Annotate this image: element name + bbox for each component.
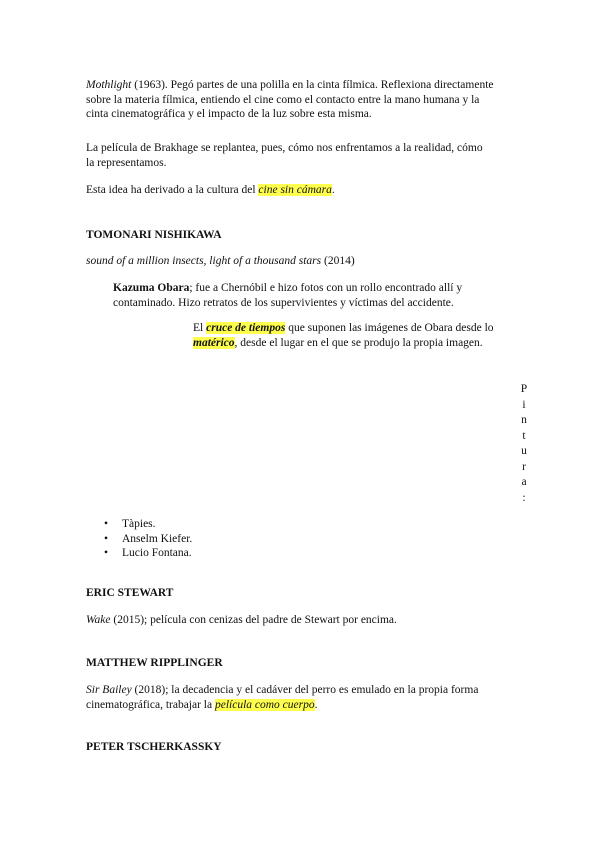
letter: r <box>522 460 526 473</box>
list-item: • Tàpies. <box>104 517 192 532</box>
text-span: (2014) <box>321 255 355 267</box>
text-span: cinematográfica, trabajar la <box>86 698 215 711</box>
paragraph-sir-bailey <box>86 683 516 712</box>
highlighted-term: cruce de tiempos <box>206 322 286 334</box>
letter: P <box>520 383 528 395</box>
paragraph-cine-sin-camara <box>86 183 516 198</box>
text-line: contaminado. Hizo retratos de los supervivientes y víctimas del accidente. <box>113 296 454 309</box>
highlighted-term: cine sin cámara <box>258 184 332 196</box>
list-item: • Anselm Kiefer. <box>104 532 192 547</box>
text-span: . <box>314 698 318 711</box>
text-span: Esta idea ha derivado a la cultura del <box>86 184 259 196</box>
section-heading-ripplinger: MATTHEW RIPPLINGER <box>86 657 223 669</box>
text-line: (1963). Pegó partes de una polilla en la cinta fílmica. Reflexiona directamente <box>131 79 494 91</box>
highlighted-term: película como cuerpo <box>214 698 315 711</box>
letter: : <box>522 491 526 504</box>
painters-list <box>104 517 192 561</box>
text-span: El <box>193 322 207 334</box>
section-heading-tscherkassky: PETER TSCHERKASSKY <box>86 741 222 753</box>
text-line: la representamos. <box>86 156 167 169</box>
text-line: La película de Brakhage se replantea, pues, cómo nos enfrentamos a la realidad, cómo <box>86 142 483 154</box>
letter: a <box>521 476 527 488</box>
paragraph-obara <box>113 281 523 310</box>
text-span: (2018); la decadencia y el cadáver del perro es emulado en la propia forma <box>131 684 479 696</box>
section-heading-stewart: ERIC STEWART <box>86 587 174 599</box>
person-name: Kazuma Obara <box>113 282 190 294</box>
text-span: , desde el lugar en el que se produjo la propia imagen. <box>234 336 483 349</box>
text-span: . <box>331 184 335 196</box>
work-title: Sir Bailey <box>86 684 132 696</box>
letter: t <box>522 429 526 442</box>
section-heading-nishikawa: TOMONARI NISHIKAWA <box>86 229 222 241</box>
highlighted-term: matérico <box>193 336 235 349</box>
vertical-text-pintura <box>518 382 530 506</box>
text-span: que suponen las imágenes de Obara desde lo <box>285 322 494 334</box>
text-line: cinta cinematográfica y el impacto de la luz sobre esta misma. <box>86 108 372 120</box>
letter: i <box>522 398 526 411</box>
work-title: Wake <box>86 614 111 626</box>
text-span: (2015); película con cenizas del padre de Stewart por encima. <box>110 614 397 626</box>
paragraph-brakhage <box>86 141 516 170</box>
text-span: ; fue a Chernóbil e hizo fotos con un rollo encontrado allí y <box>189 282 463 294</box>
paragraph-mothlight <box>86 78 516 122</box>
work-title: Mothlight <box>86 79 132 91</box>
list-item: • Lucio Fontana. <box>104 546 192 561</box>
work-title: sound of a million insects, light of a thousand stars <box>86 255 322 267</box>
work-line-nishikawa <box>86 254 516 269</box>
paragraph-cruce-de-tiempos <box>193 321 523 350</box>
work-line-stewart <box>86 613 516 628</box>
text-line: sobre la materia fílmica, entiendo el cine como el contacto entre la mano humana y la <box>86 93 480 106</box>
letter: n <box>521 414 527 426</box>
letter: u <box>521 445 527 457</box>
